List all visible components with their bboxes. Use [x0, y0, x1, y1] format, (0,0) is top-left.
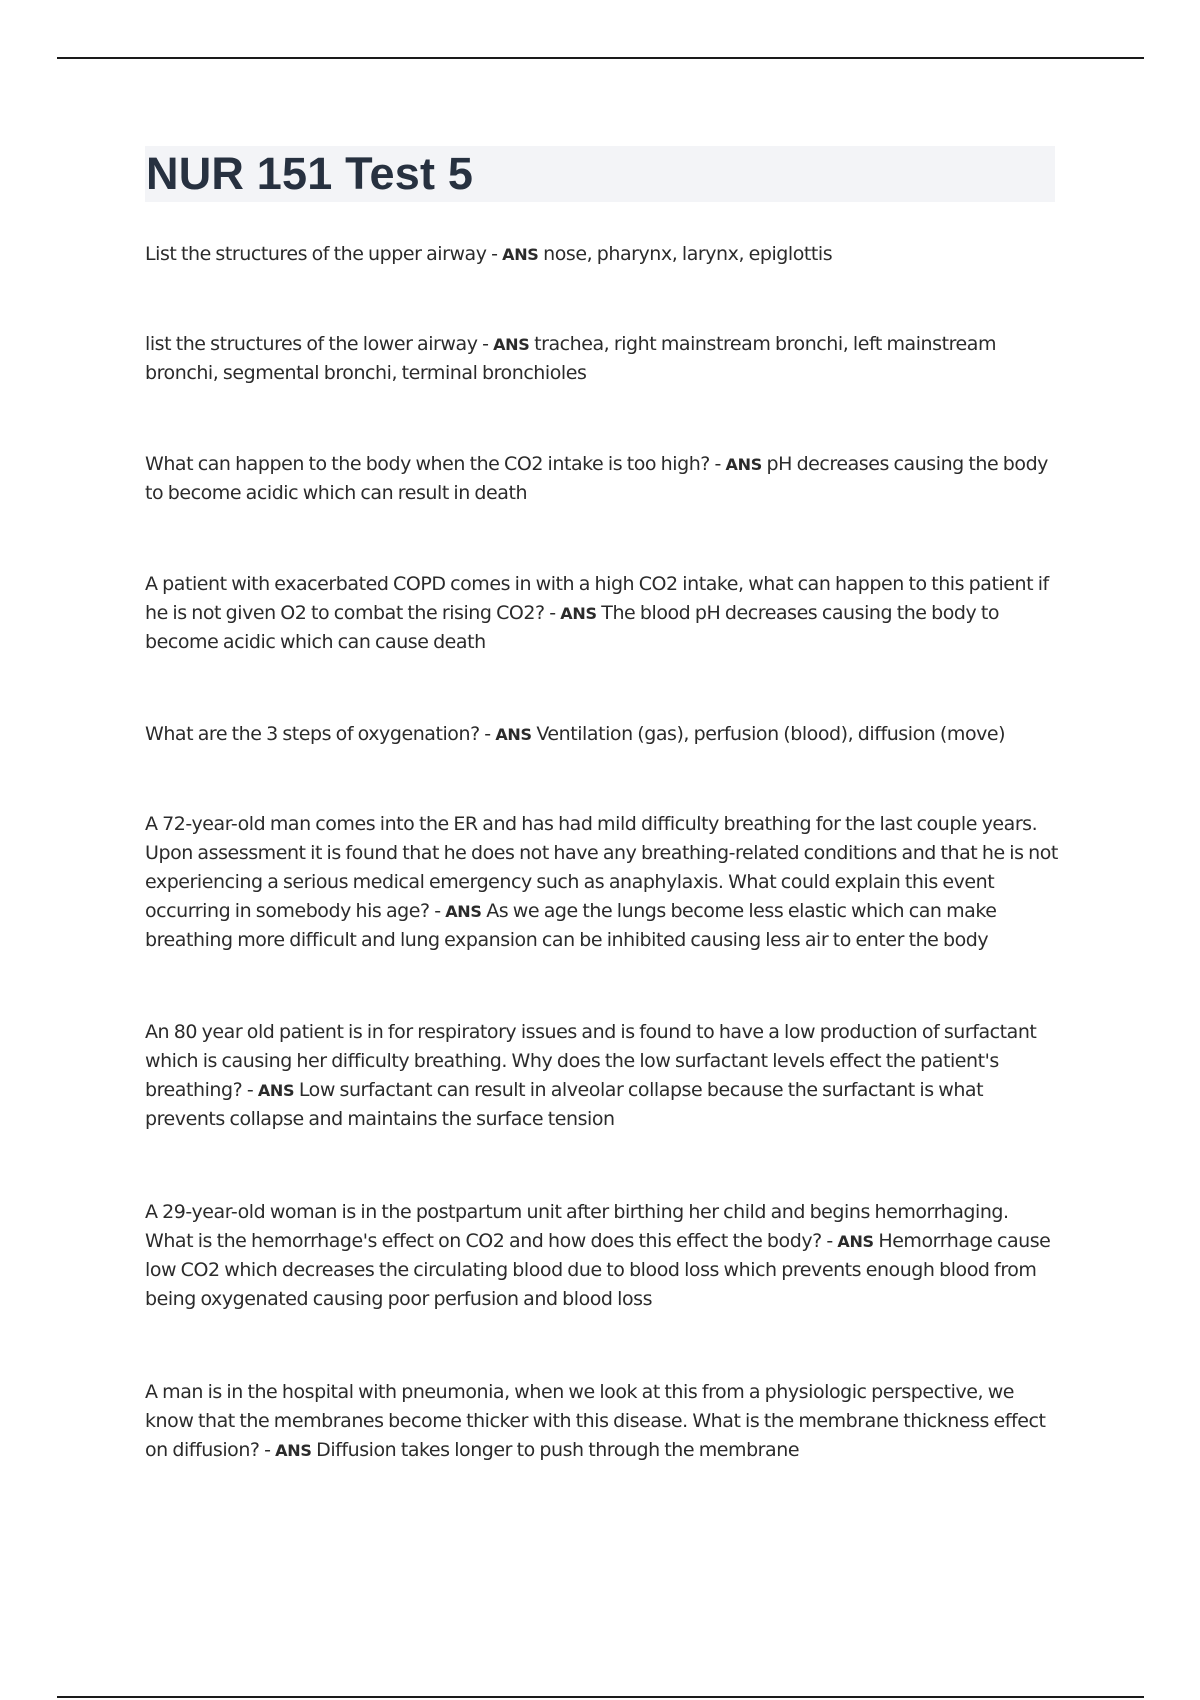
qa-item [145, 240, 832, 269]
qa-separator: - [479, 723, 496, 745]
qa-item [145, 450, 1060, 508]
qa-item [145, 1198, 1060, 1314]
qa-question: list the structures of the lower airway [145, 333, 478, 355]
qa-answer: trachea, right mainstream bronchi, left mainstream bronchi, segmental bronchi, terminal bronchioles [145, 333, 997, 384]
bottom-rule [57, 1696, 1144, 1698]
qa-question: A man is in the hospital with pneumonia, when we look at this from a physiologic perspective, we know that the membranes become thicker with this disease. What is the membrane thickness effect on diffusion? [145, 1381, 1046, 1461]
qa-separator: - [544, 602, 561, 624]
qa-question: A patient with exacerbated COPD comes in with a high CO2 intake, what can happen to this patient if he is not given O2 to combat the rising CO2? [145, 573, 1049, 624]
qa-answer: Ventilation (gas), perfusion (blood), diffusion (move) [536, 723, 1006, 745]
answer-tag: ANS [502, 245, 539, 264]
answer-tag: ANS [725, 455, 762, 474]
qa-separator: - [259, 1439, 276, 1461]
qa-question: An 80 year old patient is in for respiratory issues and is found to have a low production of surfactant which is causing her difficulty breathing. Why does the low surfactant levels effect the patient's breathing? [145, 1021, 1037, 1101]
qa-question: A 29-year-old woman is in the postpartum unit after birthing her child and begins hemorrhaging. What is the hemorrhage's effect on CO2 and how does this effect the body? [145, 1201, 1009, 1252]
qa-question: List the structures of the upper airway [145, 243, 487, 265]
qa-answer: Hemorrhage cause low CO2 which decreases the circulating blood due to blood loss which prevents enough blood from being oxygenated causing poor perfusion and blood loss [145, 1230, 1051, 1310]
answer-tag: ANS [560, 604, 597, 623]
answer-tag: ANS [275, 1441, 312, 1460]
qa-item [145, 330, 1060, 388]
qa-item [145, 1378, 1060, 1465]
qa-answer: The blood pH decreases causing the body to become acidic which can cause death [145, 602, 1000, 653]
answer-tag: ANS [493, 335, 530, 354]
qa-separator: - [486, 243, 503, 265]
qa-item [145, 810, 1060, 955]
qa-separator: - [242, 1079, 258, 1101]
qa-answer: nose, pharynx, larynx, epiglottis [543, 243, 833, 265]
qa-item [145, 1018, 1060, 1134]
qa-question: A 72-year-old man comes into the ER and has had mild difficulty breathing for the last couple years. Upon assessment it is found that he does not have any breathing-related conditions and that he is not experiencing a serious medical emergency such as anaphylaxis. What could explain this event occurring in somebody his age? [145, 813, 1058, 922]
qa-separator: - [709, 453, 726, 475]
answer-tag: ANS [495, 725, 532, 744]
qa-separator: - [821, 1230, 838, 1252]
qa-item [145, 570, 1060, 657]
qa-answer: pH decreases causing the body to become acidic which can result in death [145, 453, 1048, 504]
qa-answer: As we age the lungs become less elastic which can make breathing more difficult and lung expansion can be inhibited causing less air to enter the body [145, 900, 997, 951]
answer-tag: ANS [837, 1232, 874, 1251]
answer-tag: ANS [445, 902, 482, 921]
qa-answer: Low surfactant can result in alveolar collapse because the surfactant is what prevents collapse and maintains the surface tension [145, 1079, 984, 1130]
qa-item [145, 720, 1005, 749]
page-title: NUR 151 Test 5 [146, 148, 474, 199]
qa-separator: - [477, 333, 494, 355]
qa-answer: Diffusion takes longer to push through the membrane [316, 1439, 800, 1461]
qa-separator: - [429, 900, 446, 922]
answer-tag: ANS [257, 1081, 295, 1100]
top-rule [57, 57, 1144, 59]
qa-question: What are the 3 steps of oxygenation? [145, 723, 480, 745]
qa-question: What can happen to the body when the CO2 intake is too high? [145, 453, 710, 475]
